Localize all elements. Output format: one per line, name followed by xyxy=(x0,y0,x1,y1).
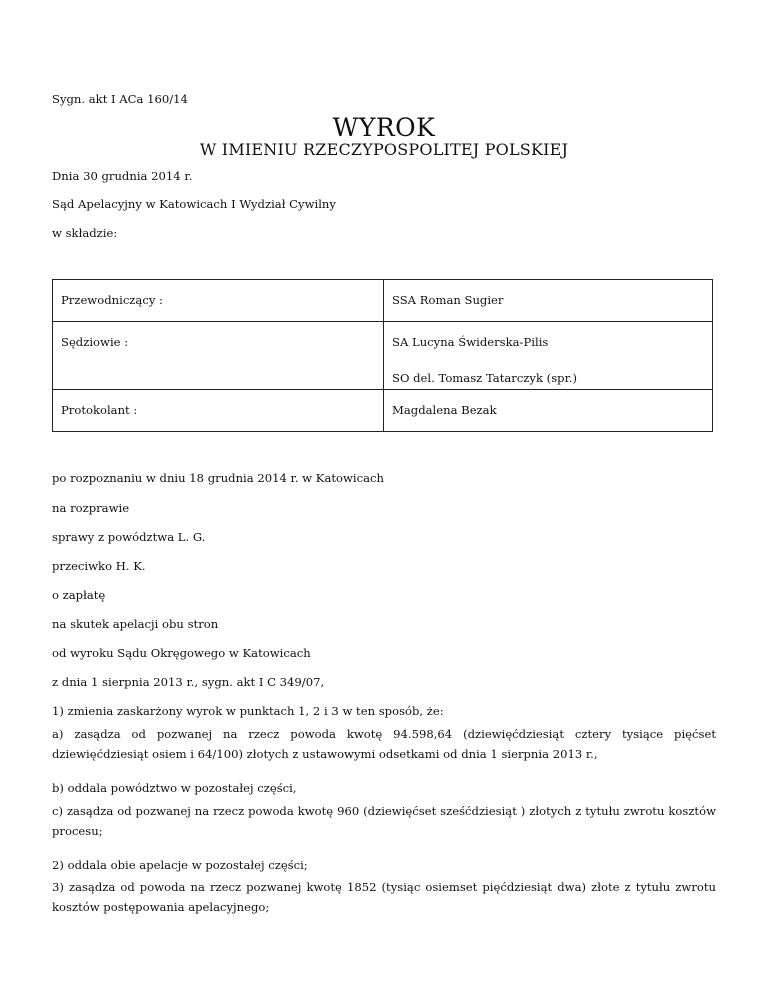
defendant-line: przeciwko H. K. xyxy=(52,559,146,573)
ruling-point-2: 2) oddala obie apelacje w pozostałej części; xyxy=(52,858,308,872)
judge-name: SA Lucyna Świderska-Pilis xyxy=(392,335,549,349)
ruling-point-1b: b) oddala powództwo w pozostałej części, xyxy=(52,781,297,795)
hearing-line: po rozpoznaniu w dniu 18 grudnia 2014 r. w Katowicach xyxy=(52,471,385,485)
table-row xyxy=(53,390,713,432)
bench-composition-table xyxy=(52,279,713,432)
table-row xyxy=(53,322,713,390)
table-cell xyxy=(53,322,384,390)
clerk-label: Protokolant : xyxy=(61,403,138,417)
lower-court-line: od wyroku Sądu Okręgowego w Katowicach xyxy=(52,646,311,660)
case-signature: Sygn. akt I ACa 160/14 xyxy=(52,92,188,106)
judges-label: Sędziowie : xyxy=(61,335,129,349)
plaintiff-line: sprawy z powództwa L. G. xyxy=(52,530,206,544)
lower-court-date-line: z dnia 1 sierpnia 2013 r., sygn. akt I C 349/07, xyxy=(52,675,325,689)
judge-name: SO del. Tomasz Tatarczyk (spr.) xyxy=(392,371,578,385)
document-title: WYROK xyxy=(332,113,436,142)
court-line: Sąd Apelacyjny w Katowicach I Wydział Cywilny xyxy=(52,197,336,211)
table-cell xyxy=(53,280,384,322)
ruling-point-1a: a) zasądza od pozwanej na rzecz powoda kwotę 94.598,64 (dziewięćdziesiąt cztery tysiące pięćset dziewięćdziesiąt osiem i 64/100) złotych z ustawowymi odsetkami od dnia 1 sierpnia 2013 r., xyxy=(52,727,716,761)
ruling-point-3: 3) zasądza od powoda na rzecz pozwanej kwotę 1852 (tysiąc osiemset pięćdziesiąt dwa) złote z tytułu zwrotu kosztów postępowania apelacyjnego; xyxy=(52,880,716,914)
chair-name: SSA Roman Sugier xyxy=(392,293,504,307)
document-subtitle: W IMIENIU RZECZYPOSPOLITEJ POLSKIEJ xyxy=(199,140,569,159)
ruling-point-1c: c) zasądza od pozwanej na rzecz powoda kwotę 960 (dziewięćset sześćdziesiąt ) złotych z tytułu zwrotu kosztów procesu; xyxy=(52,804,716,838)
appeal-line: na skutek apelacji obu stron xyxy=(52,617,219,631)
table-cell xyxy=(384,322,713,390)
chair-label: Przewodniczący : xyxy=(61,293,163,307)
table-row xyxy=(53,280,713,322)
clerk-name: Magdalena Bezak xyxy=(392,403,497,417)
table-cell xyxy=(53,390,384,432)
table-cell xyxy=(384,390,713,432)
composition-label: w składzie: xyxy=(52,226,118,240)
ruling-point-1: 1) zmienia zaskarżony wyrok w punktach 1, 2 i 3 w ten sposób, że: xyxy=(52,704,444,718)
hearing-type-line: na rozprawie xyxy=(52,501,130,515)
date-line: Dnia 30 grudnia 2014 r. xyxy=(52,169,193,183)
table-cell xyxy=(384,280,713,322)
subject-line: o zapłatę xyxy=(52,588,106,602)
